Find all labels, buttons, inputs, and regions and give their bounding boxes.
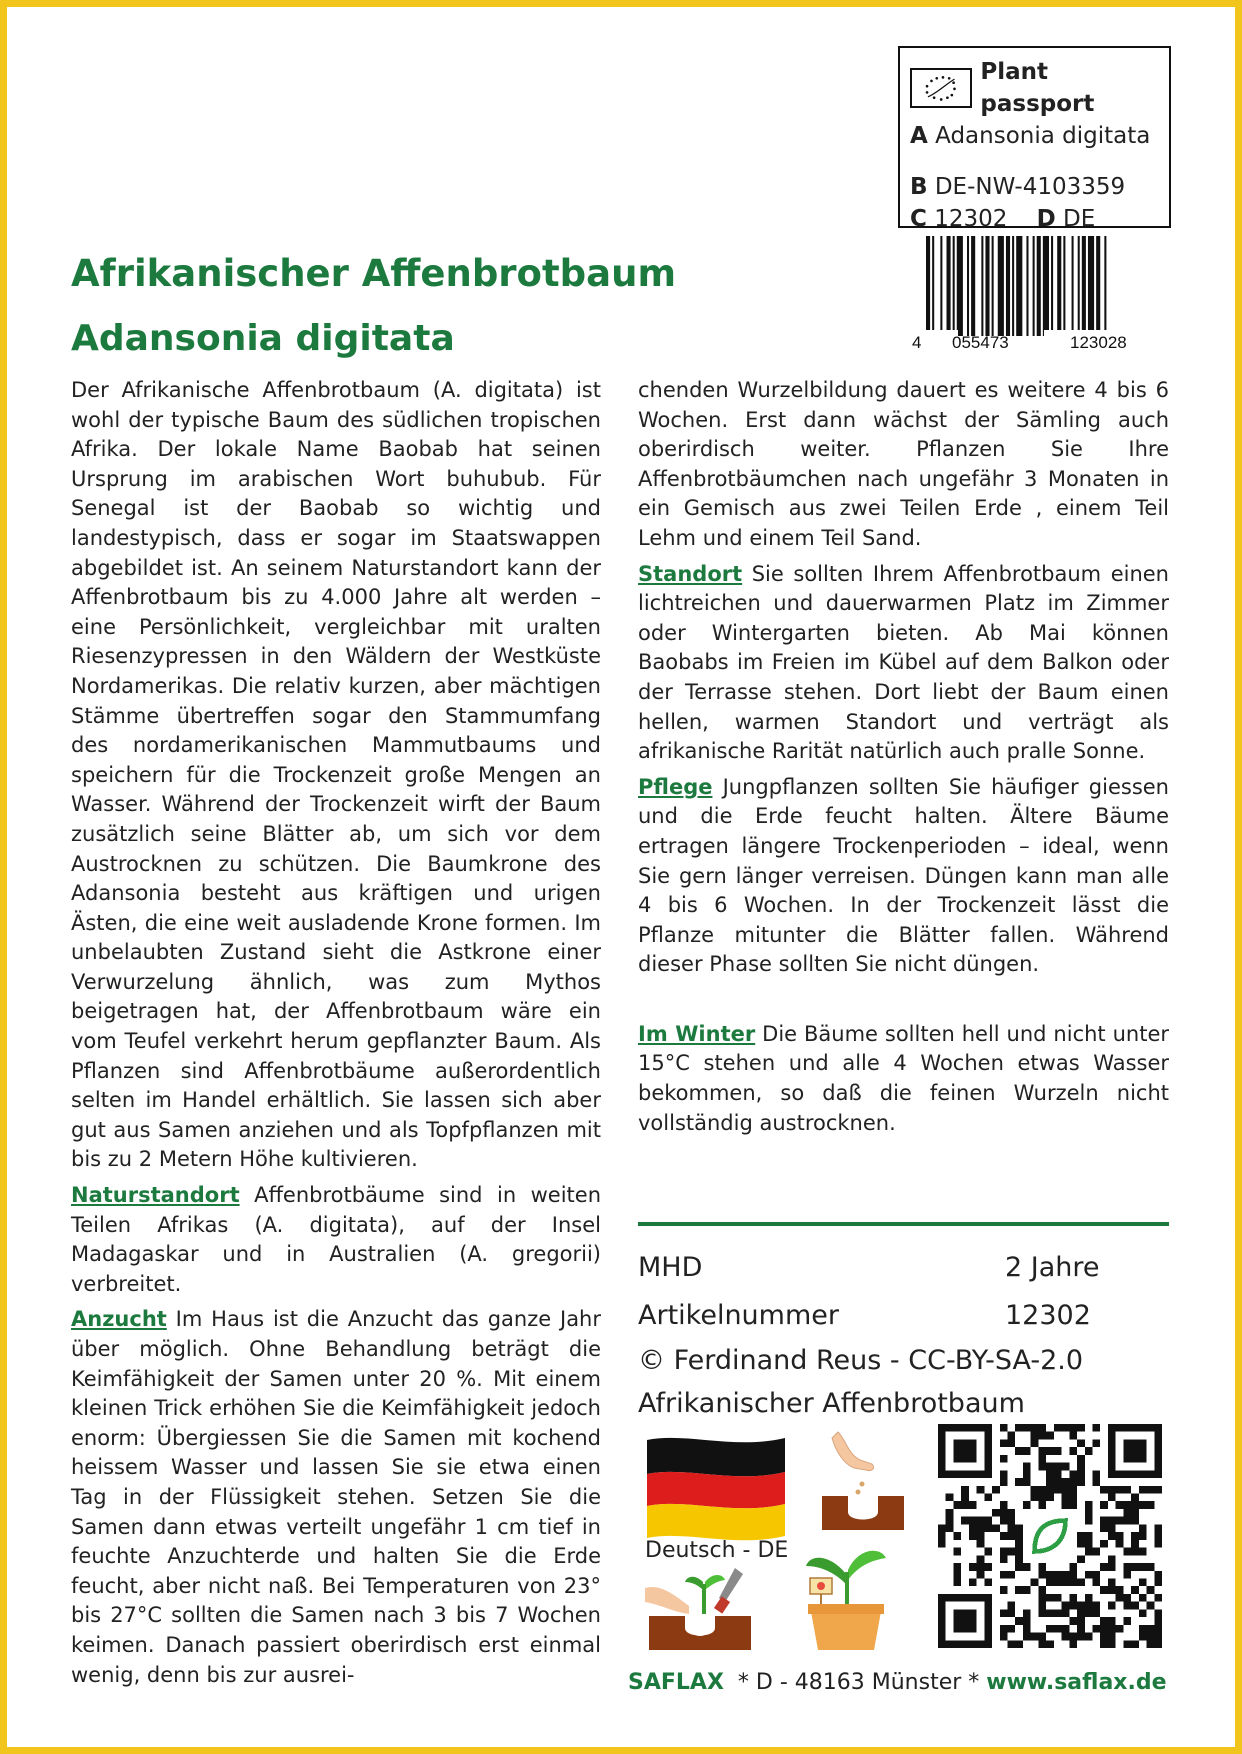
planting-hands-icon <box>645 1568 757 1650</box>
anzucht-text: Im Haus ist die Anzucht das ganze Jahr über möglich. Ohne Behandlung beträgt die Keimfähigkeit der Samen unter 20 %. Mit einem kleinen Trick erhöhen Sie die Keimfähigkeit jedoch enorm: Übergiessen Sie die Samen mit kochend heissem Wasser und lassen Sie sie etwa einen Tag in der Flüssigkeit stehen. Setzen Sie die Samen dann etwas verteilt ungefähr 1 cm tief in feuchte Anzuchterde und halten Sie die Erde feucht, aber nicht naß. Bei Temperaturen von 23° bis 27°C sollten die Samen nach 3 bis 7 Wochen keimen. Danach passiert oberirdisch erst einmal wenig, denn bis zur ausrei- <box>71 1307 601 1687</box>
barcode-bar <box>1096 236 1100 336</box>
standort-label: Standort <box>638 561 743 586</box>
barcode-bar <box>1072 236 1074 336</box>
barcode-bar <box>1026 236 1028 336</box>
barcode-bar <box>1051 236 1053 336</box>
barcode-bar <box>1037 236 1041 336</box>
passport-row-a: A Adansonia digitata <box>910 123 1151 150</box>
barcode-bar <box>940 236 942 336</box>
passport-title: Plant passport <box>980 59 1095 118</box>
barcode-right-group: 123028 <box>1070 333 1127 352</box>
barcode-first-digit: 4 <box>912 333 922 352</box>
standort-paragraph <box>638 560 1169 767</box>
barcode-bar <box>932 236 934 336</box>
naturstandort-text: Affenbrotbäume sind in weiten Teilen Afrikas (A. digitata), auf der Insel Madagaskar und in Australien (A. gregorii) verbreitet. <box>71 1183 601 1296</box>
barcode-bar <box>981 236 983 336</box>
barcode-bar <box>957 236 963 336</box>
page-subtitle: Adansonia digitata <box>71 318 455 359</box>
brand-name: SAFLAX <box>628 1670 724 1695</box>
plant-passport <box>898 46 1171 232</box>
copyright-line: © Ferdinand Reus - CC-BY-SA-2.0 <box>638 1345 1084 1376</box>
barcode-bar <box>1063 236 1065 336</box>
barcode-bar <box>1033 236 1035 336</box>
barcode-left-group: 055473 <box>952 333 1009 352</box>
sowing-hand-icon <box>818 1430 908 1534</box>
barcode-bar <box>971 236 975 336</box>
continuation-paragraph: chenden Wurzelbildung dauert es weitere 4 bis 6 Wochen. Erst dann wächst der Sämling auch oberirdisch weiter. Pflanzen Sie Ihre Affenbrotbäumchen nach ungefähr 3 Monaten in ein Gemisch aus zwei Teilen Erde , einem Teil Lehm und einem Teil Sand. <box>638 378 1169 550</box>
barcode-bar <box>947 236 951 336</box>
artikel-label: Artikelnummer <box>638 1300 839 1331</box>
artikel-row <box>638 1300 1091 1331</box>
language-label: Deutsch - DE <box>645 1538 789 1563</box>
standort-text: Sie sollten Ihrem Affenbrotbaum einen lichtreichen und dauerwarmen Platz im Zimmer oder Wintergarten bieten. Ab Mai können Baobabs im Freien im Kübel auf dem Balkon oder der Terrasse stehen. Dort liebt der Baum einen hellen, warmen Standort und verträgt als afrikanische Rarität natürlich auch pralle Sonne. <box>638 561 1169 764</box>
product-name-line: Afrikanischer Affenbrotbaum <box>638 1388 1025 1419</box>
barcode-bar <box>967 236 969 336</box>
qr-code-icon <box>938 1424 1162 1648</box>
barcode <box>912 236 1172 352</box>
divider-line <box>638 1222 1169 1226</box>
winter-text: Die Bäume sollten hell und nicht unter 15°C stehen und alle 4 Wochen etwas Wasser bekommen, so daß die feinen Wurzeln nicht vollständig austrocknen. <box>638 1021 1169 1135</box>
pflege-paragraph <box>638 773 1169 980</box>
barcode-bar <box>1006 236 1010 336</box>
artikel-value: 12302 <box>1005 1300 1091 1331</box>
pflege-text: Jungpflanzen sollten Sie häufiger giessen und die Erde feucht halten. Ältere Bäume ertragen längere Trockenperioden – ideal, wenn Sie gern länger verreisen. Düngen kann man alle 4 bis 6 Wochen. In der Trockenzeit lässt die Pflanze mitunter die Blätter fallen. Während dieser Phase sollten Sie nicht düngen. <box>638 774 1169 977</box>
anzucht-paragraph <box>71 1305 601 1690</box>
footer <box>628 1670 1167 1695</box>
barcode-bar <box>953 236 955 336</box>
barcode-bar <box>1078 236 1080 336</box>
page-title: Afrikanischer Affenbrotbaum <box>71 252 677 295</box>
barcode-bar <box>1057 236 1061 336</box>
mhd-value: 2 Jahre <box>1005 1252 1100 1283</box>
naturstandort-label: Naturstandort <box>71 1183 240 1208</box>
website-link[interactable]: www.saflax.de <box>986 1670 1167 1695</box>
winter-label: Im Winter <box>638 1021 756 1046</box>
passport-row-b: B DE-NW-4103359 <box>910 173 1126 200</box>
barcode-bar <box>1043 236 1049 336</box>
barcode-bar <box>1012 236 1014 336</box>
winter-paragraph <box>638 1020 1169 1138</box>
barcode-bar <box>992 236 994 336</box>
barcode-bar <box>1088 236 1094 336</box>
address: * D - 48163 Münster * <box>737 1670 980 1695</box>
barcode-bar <box>998 236 1004 336</box>
intro-paragraph: Der Afrikanische Affenbrotbaum (A. digitata) ist wohl der typische Baum des südlichen tropischen Afrika. Der lokale Name Baobab hat seinen Ursprung im arabischen Wort buhubub. Für Senegal ist der Baobab so wichtig und landestypisch, dass er sogar im Staatswappen abgebildet ist. An seinem Naturstandort kann der Affenbrotbaum bis zu 4.000 Jahre alt werden – eine Persönlichkeit, vergleichbar mit uralten Riesenzypressen in den Wäldern der Westküste Nordamerikas. Die relativ kurzen, aber mächtigen Stämme übertreffen sogar den Stammumfang des nordamerikanischen Mammutbaums und speichern für die Trockenzeit große Mengen an Wasser. Während der Trockenzeit wirft der Baum zusätzlich seine Blätter ab, um sich vor dem Austrocknen zu schützen. Die Baumkrone des Adansonia besteht aus kräftigen und urigen Ästen, die eine weit ausladende Krone formen. Im unbelaubten Zustand sieht die Astkrone einer Verwurzelung ähnlich, was zum Mythos beigetragen hat, der Affenbrotbaum wäre ein vom Teufel verkehrt herum gepflanzter Baum. Als Pflanzen sind Affenbrotbäume außerordentlich selten im Handel erhältlich. Sie lassen sich aber gut aus Samen anziehen und als Topfpflanzen mit bis zu 2 Metern Höhe kultivieren. <box>71 378 601 1172</box>
mhd-row <box>638 1252 1100 1283</box>
barcode-bar <box>1082 236 1086 336</box>
barcode-bar <box>1104 236 1106 336</box>
anzucht-label: Anzucht <box>71 1307 167 1332</box>
left-column <box>71 376 601 1696</box>
barcode-bar <box>926 236 930 336</box>
mhd-label: MHD <box>638 1252 703 1283</box>
potted-seedling-icon <box>800 1544 892 1652</box>
barcode-bar <box>985 236 989 336</box>
eu-organic-logo-icon <box>910 68 972 108</box>
germany-flag-icon <box>645 1432 787 1542</box>
naturstandort-paragraph <box>71 1181 601 1299</box>
right-column <box>638 376 1169 1144</box>
passport-row-cd: C 12302 D DE <box>910 205 1096 232</box>
pflege-label: Pflege <box>638 774 713 799</box>
barcode-bar <box>1016 236 1022 336</box>
